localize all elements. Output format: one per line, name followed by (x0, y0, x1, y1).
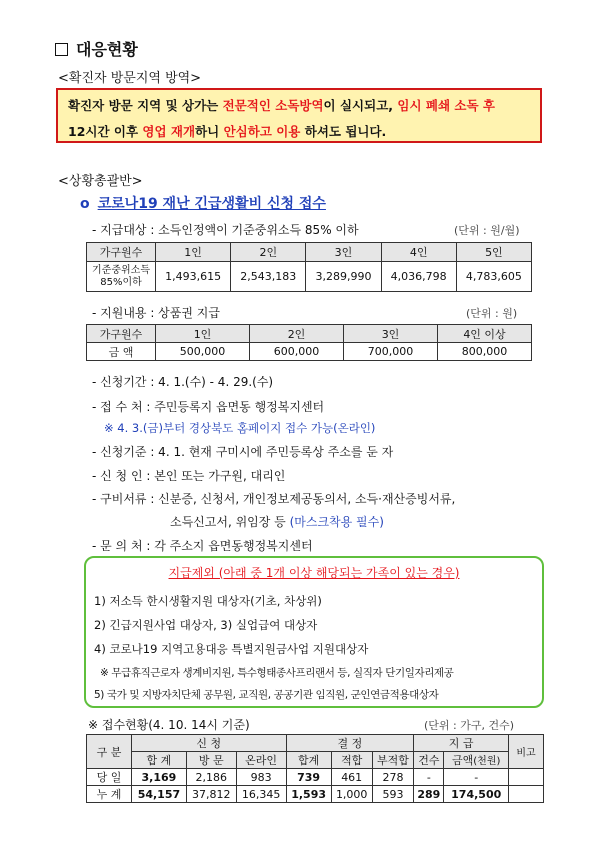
table-header-cell: 비고 (509, 735, 544, 769)
table-cell: 500,000 (156, 343, 250, 361)
table-cell: 174,500 (444, 786, 509, 803)
table-header-cell: 5인 (456, 243, 531, 262)
content-unit: (단위 : 원) (466, 307, 518, 320)
table-header-cell: 2인 (250, 325, 344, 343)
table-cell: 800,000 (438, 343, 532, 361)
table-header-row (87, 243, 532, 262)
table-header-cell: 합 계 (132, 752, 187, 769)
exclusion-title: 지급제외 (아래 중 1개 이상 해당되는 가족이 있는 경우) (168, 566, 460, 580)
table-header-cell: 2인 (231, 243, 306, 262)
table-cell: 16,345 (236, 786, 286, 803)
notice-line-1: 확진자 방문 지역 및 상가는 전문적인 소독방역이 실시되고, 임시 폐쇄 소독 후 (68, 98, 495, 113)
table-header-cell: 가구원수 (87, 243, 156, 262)
table-cell: - (414, 769, 444, 786)
table-cell: 739 (286, 769, 331, 786)
eligibility-label: - 지급대상 : 소득인정액이 기준중위소득 85% 이하 (92, 223, 359, 237)
table-cell: 4,036,798 (381, 262, 456, 292)
documents-line-2: 소득신고서, 위임장 등 (마스크착용 필수) (170, 515, 384, 529)
documents-line-1: - 구비서류 : 신분증, 신청서, 개인정보제공동의서, 소득·재산증빙서류, (92, 492, 456, 506)
exclusion-box (84, 556, 544, 708)
table-header-cell: 결 정 (286, 735, 414, 752)
period-line: - 신청기간 : 4. 1.(수) - 4. 29.(수) (92, 375, 274, 389)
table-cell: 700,000 (344, 343, 438, 361)
receipt-title: ※ 접수현황(4. 10. 14시 기준) (88, 718, 250, 732)
support-title: o 코로나19 재난 긴급생활비 신청 접수 (80, 196, 326, 212)
exclusion-item: 2) 긴급지원사업 대상자, 3) 실업급여 대상자 (94, 618, 318, 632)
eligibility-unit: (단위 : 원/월) (454, 224, 520, 237)
table-cell: 37,812 (186, 786, 236, 803)
table-header-cell: 온라인 (236, 752, 286, 769)
table-header-cell: 금액(천원) (444, 752, 509, 769)
table-header-cell: 가구원수 (87, 325, 156, 343)
visit-heading: <확진자 방문지역 방역> (58, 71, 202, 86)
table-cell (509, 769, 544, 786)
table-header-cell: 건수 (414, 752, 444, 769)
exclusion-note: ※ 무급휴직근로자 생계비지원, 특수형태종사프리랜서 등, 실직자 단기일자리제공 (100, 667, 454, 679)
table-header-row (87, 735, 544, 752)
table-cell: 1,593 (286, 786, 331, 803)
table-header-cell: 방 문 (186, 752, 236, 769)
applicant-line: - 신 청 인 : 본인 또는 가구원, 대리인 (92, 469, 286, 483)
exclusion-item: 4) 코로나19 지역고용대응 특별지원금사업 지원대상자 (94, 642, 369, 656)
table-header-cell: 부적합 (372, 752, 414, 769)
exclusion-item: 5) 국가 및 지방자치단체 공무원, 교직원, 공공기관 임직원, 군인연금적용대상자 (94, 689, 439, 701)
table-cell: 2,186 (186, 769, 236, 786)
eligibility-table (86, 242, 532, 292)
table-header-cell: 신 청 (132, 735, 287, 752)
table-cell: 3,169 (132, 769, 187, 786)
row-label: 금 액 (87, 343, 156, 361)
table-row (87, 343, 532, 361)
table-cell: 289 (414, 786, 444, 803)
content-table (86, 324, 532, 361)
row-label: 누 계 (87, 786, 132, 803)
table-header-cell: 합계 (286, 752, 331, 769)
table-cell: 54,157 (132, 786, 187, 803)
content-label: - 지원내용 : 상품권 지급 (92, 306, 220, 320)
table-row (87, 786, 544, 803)
inquiry-line: - 문 의 처 : 각 주소지 읍면동행정복지센터 (92, 539, 313, 553)
table-header-row (87, 325, 532, 343)
table-cell: - (444, 769, 509, 786)
checkbox-square-icon (55, 43, 68, 56)
table-cell: 4,783,605 (456, 262, 531, 292)
receipt-unit: (단위 : 가구, 건수) (424, 719, 515, 732)
table-header-cell: 3인 (306, 243, 381, 262)
table-header-cell: 4인 이상 (438, 325, 532, 343)
table-cell: 983 (236, 769, 286, 786)
table-header-cell: 1인 (156, 325, 250, 343)
section-title: 대응현황 (55, 37, 138, 60)
table-cell: 2,543,183 (231, 262, 306, 292)
table-header-cell: 3인 (344, 325, 438, 343)
status-heading: <상황총괄반> (58, 174, 143, 189)
table-row (87, 769, 544, 786)
table-cell (509, 786, 544, 803)
table-cell: 278 (372, 769, 414, 786)
table-header-cell: 지 급 (414, 735, 509, 752)
table-cell: 600,000 (250, 343, 344, 361)
table-subheader-row (87, 752, 544, 769)
receipt-table (86, 734, 544, 803)
table-cell: 3,289,990 (306, 262, 381, 292)
table-cell: 593 (372, 786, 414, 803)
table-header-cell: 1인 (156, 243, 231, 262)
criteria-line: - 신청기준 : 4. 1. 현재 구미시에 주민등록상 주소를 둔 자 (92, 445, 394, 459)
table-header-cell: 4인 (381, 243, 456, 262)
table-cell: 1,493,615 (156, 262, 231, 292)
table-row (87, 262, 532, 292)
row-label: 당 일 (87, 769, 132, 786)
place-line: - 접 수 처 : 주민등록지 읍면동 행정복지센터 (92, 400, 325, 414)
online-note: ※ 4. 3.(금)부터 경상북도 홈페이지 접수 가능(온라인) (104, 421, 376, 435)
circle-bullet-icon: o (80, 196, 90, 212)
row-label: 기준중위소득 85%이하 (87, 262, 156, 292)
table-header-cell: 구 분 (87, 735, 132, 769)
table-cell: 1,000 (331, 786, 372, 803)
exclusion-item: 1) 저소득 한시생활지원 대상자(기초, 차상위) (94, 594, 322, 608)
table-header-cell: 적합 (331, 752, 372, 769)
table-cell: 461 (331, 769, 372, 786)
notice-box (56, 88, 542, 143)
notice-line-2: 12시간 이후 영업 재개하니 안심하고 이용 하셔도 됩니다. (68, 124, 387, 139)
